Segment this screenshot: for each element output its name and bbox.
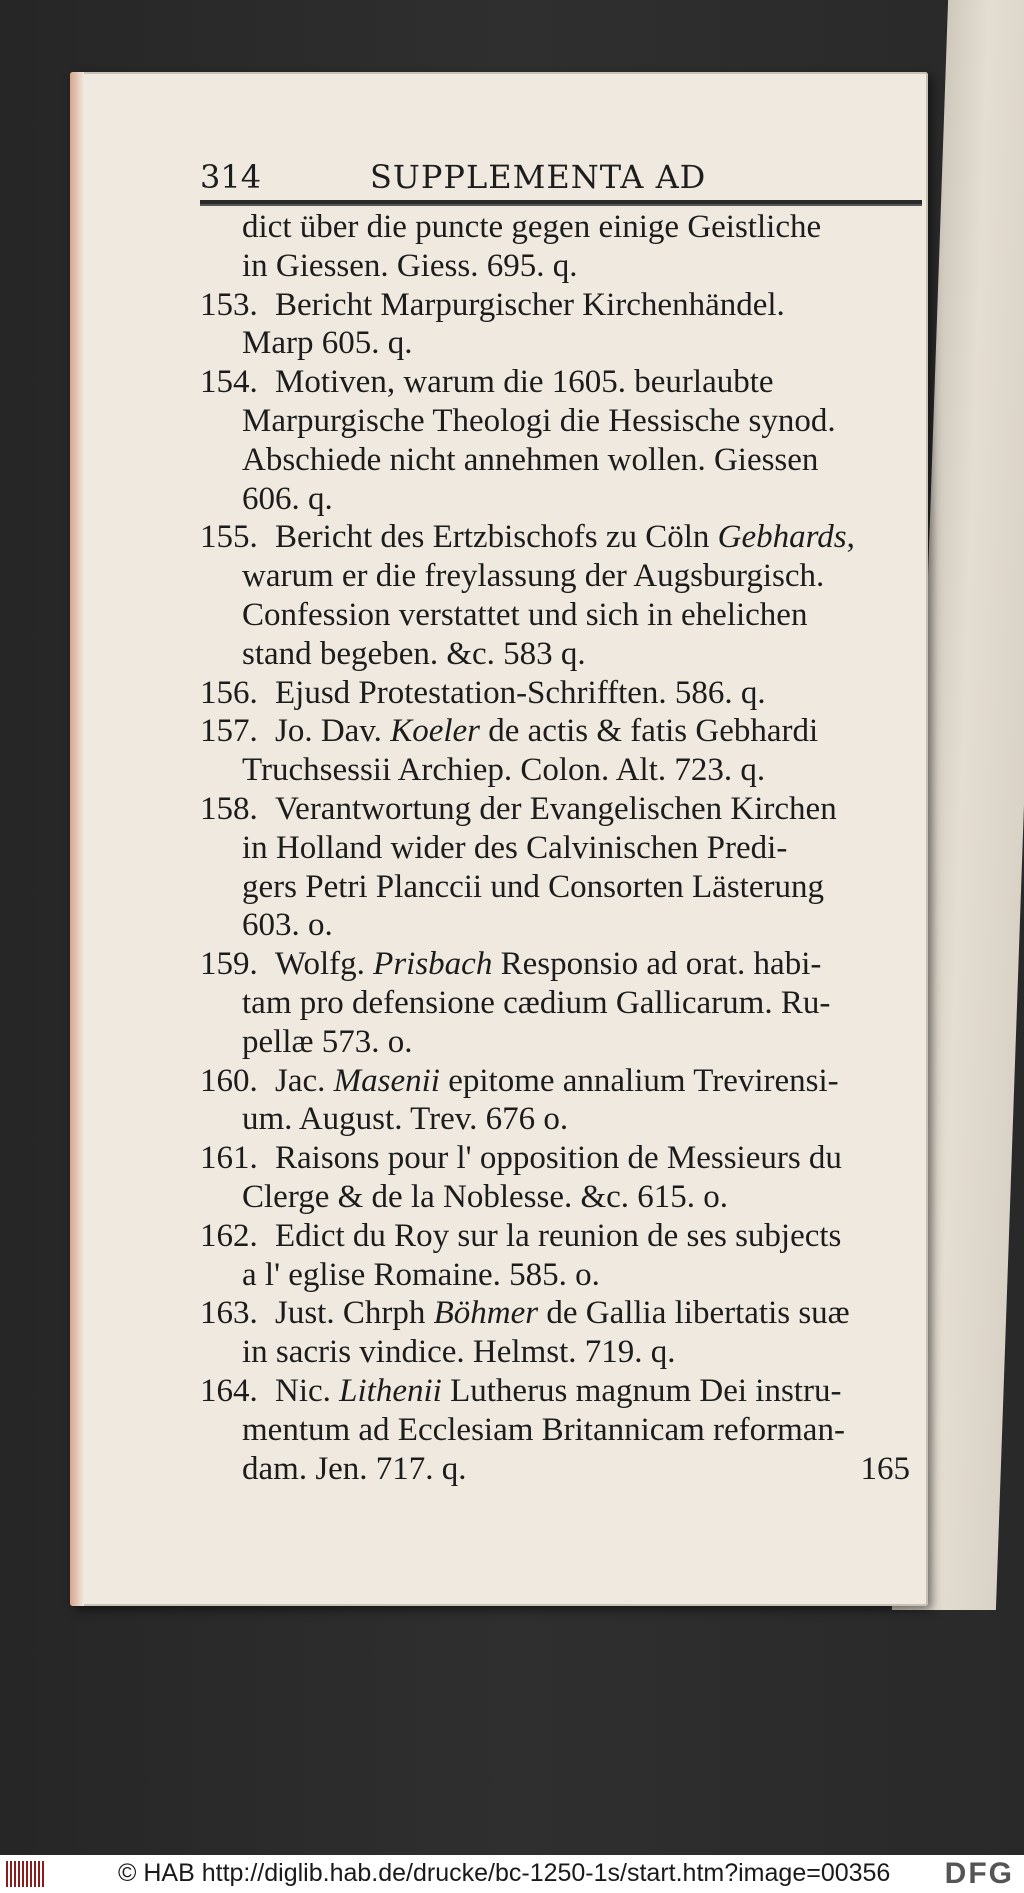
- entry-text: in sacris vindice. Helmst. 719. q.: [242, 1334, 676, 1371]
- entry-text: stand begeben. &c. 583 q.: [242, 635, 586, 672]
- page-header: [200, 158, 920, 202]
- entry-text: Jo. Dav.: [275, 713, 391, 750]
- entry-number: 156.: [200, 674, 258, 711]
- entry-number: 161.: [200, 1140, 258, 1177]
- entry-text: Clerge & de la Noblesse. &c. 615. o.: [242, 1178, 729, 1215]
- catalogue-entry: [200, 790, 910, 945]
- entry-author-italic: Koeler: [390, 713, 481, 750]
- entry-author-italic: Prisbach: [373, 946, 493, 983]
- entry-author-italic: Böhmer: [433, 1295, 539, 1332]
- entry-number: 159.: [200, 946, 258, 983]
- entry-number: 162.: [200, 1217, 258, 1254]
- entry-text: Raisons pour l' opposition de Messieurs du: [275, 1140, 842, 1177]
- entry-text: Bericht des Ertzbischofs zu Cöln: [275, 519, 718, 556]
- entry-text: Verantwortung der Evangelischen Kirchen: [275, 790, 837, 827]
- entry-line: [200, 1062, 910, 1101]
- entry-text: Motiven, warum die 1605. beurlaubte: [275, 364, 774, 401]
- entry-line: [200, 247, 910, 286]
- entry-text: a l' eglise Romaine. 585. o.: [242, 1256, 600, 1293]
- header-rule: [200, 200, 922, 206]
- entry-line: [200, 984, 910, 1023]
- entry-text: tam pro defensione cædium Gallicarum. Ru-: [242, 984, 831, 1021]
- viewer-footer: [0, 1855, 1024, 1893]
- entry-number: 155.: [200, 519, 258, 556]
- entry-text: Confession verstattet und sich in ehelichen: [242, 596, 808, 633]
- entry-author-italic: Gebhards: [717, 519, 847, 556]
- entry-line: [200, 906, 910, 945]
- catalogue-entries: [200, 208, 910, 1488]
- entry-number: 154.: [200, 364, 258, 401]
- entry-line: [200, 402, 910, 441]
- entry-line: [200, 674, 910, 713]
- catalogue-entry: [200, 1294, 910, 1372]
- entry-line: [200, 712, 910, 751]
- catalogue-entry: [200, 1217, 910, 1295]
- entry-text: Marpurgische Theologi die Hessische synod.: [242, 402, 836, 439]
- entry-text: um. August. Trev. 676 o.: [242, 1101, 569, 1138]
- entry-line: [200, 1411, 910, 1450]
- page-number: 314: [200, 158, 262, 196]
- entry-line: [200, 868, 910, 907]
- entry-text: Truchsessii Archiep. Colon. Alt. 723. q.: [242, 752, 766, 789]
- entry-line: [200, 363, 910, 402]
- entry-line: [200, 1023, 910, 1062]
- page-edge-stain: [70, 72, 84, 1606]
- catalogue-entry: [200, 1062, 910, 1140]
- entry-text: de actis & fatis Gebhardi: [480, 713, 819, 750]
- entry-number: 157.: [200, 713, 258, 750]
- entry-text: in Giessen. Giess. 695. q.: [242, 247, 578, 284]
- entry-number: 160.: [200, 1062, 258, 1099]
- entry-line: [200, 1450, 910, 1489]
- entry-text: dam. Jen. 717. q.: [242, 1450, 467, 1487]
- entry-line: [200, 596, 910, 635]
- entry-line: [200, 441, 910, 480]
- entry-text: in Holland wider des Calvinischen Predi-: [242, 829, 788, 866]
- entry-text: 603. o.: [242, 907, 333, 944]
- entry-number: 153.: [200, 286, 258, 323]
- entry-line: [200, 1372, 910, 1411]
- entry-line: [200, 1100, 910, 1139]
- entry-line: [200, 324, 910, 363]
- entry-number: 163.: [200, 1295, 258, 1332]
- catalogue-entry: [200, 674, 910, 713]
- entry-line: [200, 635, 910, 674]
- entry-line: [200, 1178, 910, 1217]
- entry-text: Edict du Roy sur la reunion de ses subjects: [275, 1217, 842, 1254]
- entry-text: Abschiede nicht annehmen wollen. Giessen: [242, 441, 819, 478]
- entry-line: [200, 751, 910, 790]
- entry-text: ,: [846, 519, 855, 556]
- catalogue-entry: [200, 286, 910, 364]
- entry-text: mentum ad Ecclesiam Britannicam reforman-: [242, 1411, 845, 1448]
- catalogue-entry: [200, 208, 910, 286]
- entry-text: Bericht Marpurgischer Kirchenhändel.: [275, 286, 785, 323]
- catchword: 165: [860, 1450, 910, 1487]
- entry-text: epitome annalium Trevirensi-: [439, 1062, 839, 1099]
- entry-text: 606. q.: [242, 480, 333, 517]
- entry-line: [200, 286, 910, 325]
- entry-line: [200, 208, 910, 247]
- entry-line: [200, 790, 910, 829]
- catalogue-entry: [200, 945, 910, 1061]
- entry-line: [200, 829, 910, 868]
- entry-line: [200, 1217, 910, 1256]
- entry-text: Ejusd Protestation-Schrifften. 586. q.: [275, 674, 766, 711]
- entry-line: [200, 480, 910, 519]
- copyright-link[interactable]: © HAB http://diglib.hab.de/drucke/bc-1250-1s/start.htm?image=00356: [118, 1859, 891, 1887]
- entry-text: dict über die puncte gegen einige Geistliche: [242, 209, 822, 245]
- entry-text: de Gallia libertatis suæ: [538, 1295, 850, 1332]
- catalogue-entry: [200, 712, 910, 790]
- entry-text: Nic.: [275, 1372, 340, 1409]
- catalogue-entry: [200, 363, 910, 518]
- catalogue-entry: [200, 1372, 910, 1488]
- entry-line: [200, 518, 910, 557]
- running-title: SUPPLEMENTA AD: [370, 158, 707, 196]
- entry-line: [200, 1139, 910, 1178]
- entry-number: 158.: [200, 790, 258, 827]
- entry-text: Jac.: [275, 1062, 334, 1099]
- entry-line: [200, 1333, 910, 1372]
- entry-text: pellæ 573. o.: [242, 1023, 413, 1060]
- entry-text: warum er die freylassung der Augsburgisch.: [242, 558, 825, 595]
- catalogue-entry: [200, 518, 910, 673]
- entry-text: Wolfg.: [275, 946, 374, 983]
- entry-text: Responsio ad orat. habi-: [492, 946, 822, 983]
- entry-author-italic: Lithenii: [339, 1372, 442, 1409]
- entry-number: 164.: [200, 1372, 258, 1409]
- entry-line: [200, 945, 910, 984]
- entry-text: Lutherus magnum Dei instru-: [441, 1372, 842, 1409]
- catalogue-entry: [200, 1139, 910, 1217]
- entry-text: Just. Chrph: [275, 1295, 434, 1332]
- dfg-logo: DFG: [944, 1857, 1014, 1890]
- entry-text: Marp 605. q.: [242, 325, 413, 362]
- entry-line: [200, 557, 910, 596]
- barcode-icon: [6, 1861, 46, 1887]
- entry-text: gers Petri Planccii und Consorten Lästerung: [242, 868, 824, 905]
- entry-author-italic: Masenii: [333, 1062, 440, 1099]
- entry-line: [200, 1294, 910, 1333]
- entry-line: [200, 1256, 910, 1295]
